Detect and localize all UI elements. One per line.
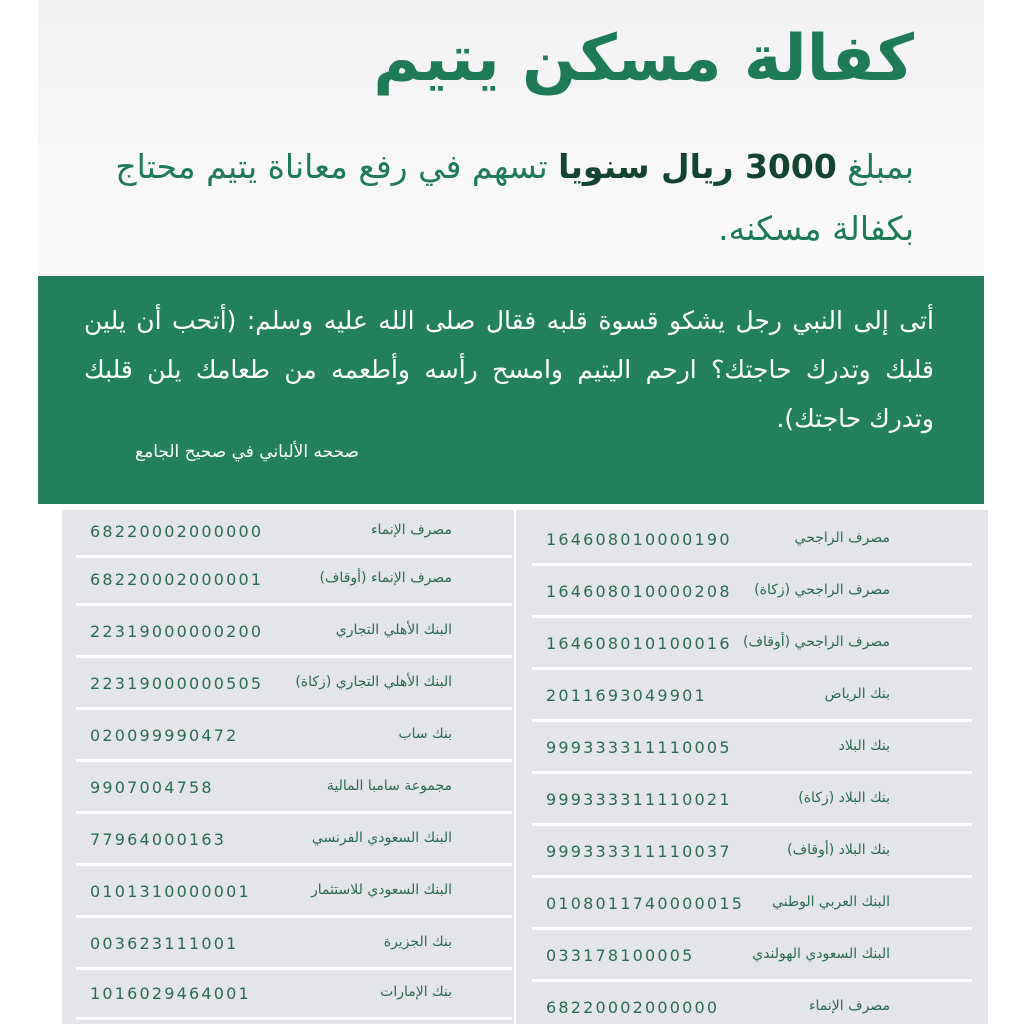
account-number: 22319000000505 [90, 674, 264, 693]
bank-name: البنك السعودي للاستثمار [310, 882, 452, 898]
account-number: 164608010000190 [546, 530, 732, 549]
account-number: 9907004758 [90, 778, 214, 797]
account-number: 999333311110037 [546, 842, 732, 861]
bank-row [76, 870, 512, 918]
bank-name: مصرف الإنماء [808, 998, 890, 1014]
bank-row [76, 714, 512, 762]
header-banner [38, 0, 984, 276]
bank-column-right [516, 510, 988, 1024]
account-number: 68220002000000 [546, 998, 720, 1017]
bank-name: بنك البلاد (أوقاف) [787, 842, 890, 858]
bank-row [532, 570, 972, 618]
bank-name: البنك العربي الوطني [772, 894, 890, 910]
account-number: 68220002000001 [90, 570, 264, 589]
subtitle-amount: 3000 ريال سنويا [558, 147, 837, 186]
bank-row [532, 934, 972, 982]
bank-name: بنك الإمارات [380, 984, 452, 1000]
bank-row [76, 818, 512, 866]
account-number: 22319000000200 [90, 622, 264, 641]
bank-row [532, 726, 972, 774]
bank-name: البنك الأهلي التجاري [335, 622, 452, 638]
account-number: 033178100005 [546, 946, 695, 965]
subtitle [34, 136, 914, 260]
bank-name: مصرف الإنماء (أوقاف) [319, 570, 452, 586]
bank-row [76, 922, 512, 970]
account-number: 1016029464001 [90, 984, 251, 1003]
bank-name: مصرف الراجحي (أوقاف) [743, 634, 890, 650]
bank-row [532, 882, 972, 930]
bank-name: مصرف الراجحي [794, 530, 890, 546]
account-number: 020099990472 [90, 726, 239, 745]
account-number: 0108011740000015 [546, 894, 745, 913]
hadith-source: صححه الألباني في صحيح الجامع [135, 442, 359, 462]
bank-row [532, 674, 972, 722]
bank-name: مصرف الراجحي (زكاة) [754, 582, 890, 598]
account-number: 0101310000001 [90, 882, 251, 901]
bank-row [76, 662, 512, 710]
subtitle-post: تسهم في رفع معاناة يتيم محتاج بكفالة مسكنه. [115, 147, 914, 248]
hadith-panel [38, 276, 984, 504]
bank-accounts-table [62, 510, 988, 1024]
bank-row [532, 778, 972, 826]
bank-name: بنك الجزيرة [383, 934, 452, 950]
bank-row [532, 830, 972, 878]
account-number: 164608010100016 [546, 634, 732, 653]
hadith-text: أتى إلى النبي رجل يشكو قسوة قلبه فقال صلى الله عليه وسلم: (أتحب أن يلين قلبك وتدرك حاجتك؟ ارحم اليتيم وامسح رأسه وأطعمه من طعامك يلن قلبك وتدرك حاجتك). [84, 306, 934, 433]
bank-name: مصرف الإنماء [370, 522, 452, 538]
page-title: كفالة مسكن يتيم [373, 22, 914, 96]
bank-row [76, 610, 512, 658]
account-number: 2011693049901 [546, 686, 707, 705]
account-number: 68220002000000 [90, 522, 264, 541]
account-number: 999333311110021 [546, 790, 732, 809]
bank-column-left [62, 510, 514, 1024]
bank-name: بنك البلاد [838, 738, 890, 754]
account-number: 77964000163 [90, 830, 227, 849]
bank-row [532, 986, 972, 1034]
bank-row [76, 766, 512, 814]
subtitle-pre: بمبلغ [836, 147, 914, 186]
bank-row [76, 510, 512, 558]
bank-name: بنك الرياض [824, 686, 890, 702]
bank-row [76, 972, 512, 1020]
bank-row [532, 518, 972, 566]
bank-name: بنك البلاد (زكاة) [798, 790, 890, 806]
bank-name: مجموعة سامبا المالية [326, 778, 452, 794]
account-number: 003623111001 [90, 934, 239, 953]
bank-name: البنك الأهلي التجاري (زكاة) [295, 674, 452, 690]
bank-name: بنك ساب [398, 726, 452, 742]
bank-name: البنك السعودي الفرنسي [311, 830, 452, 846]
account-number: 164608010000208 [546, 582, 732, 601]
bank-row [532, 622, 972, 670]
bank-name: البنك السعودي الهولندي [752, 946, 890, 962]
bank-row [76, 558, 512, 606]
account-number: 999333311110005 [546, 738, 732, 757]
